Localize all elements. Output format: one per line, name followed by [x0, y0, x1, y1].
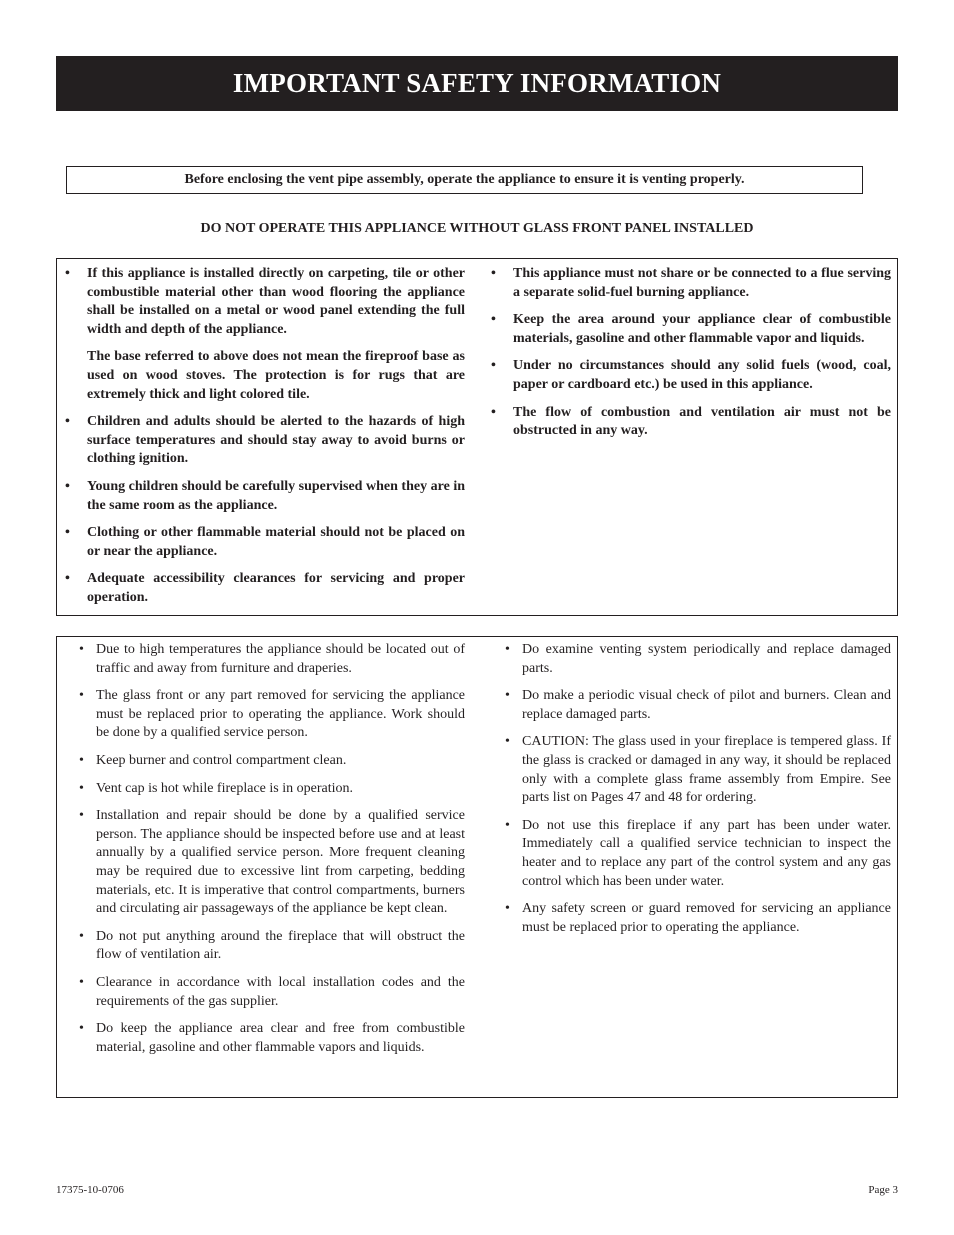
- bold-panel-left-column: [63, 265, 465, 617]
- bullet-icon: •: [505, 734, 510, 750]
- page-title: IMPORTANT SAFETY INFORMATION: [232, 68, 722, 98]
- list-item-text: Keep the area around your appliance clear of combustible materials, gasoline and other flammable vapor and liquids.: [513, 312, 891, 346]
- list-item: [505, 687, 891, 724]
- list-item-text: The glass front or any part removed for servicing the appliance must be replaced prior to operating the appliance. Work should be done by a qualified service person.: [96, 688, 465, 741]
- general-right-list: [505, 641, 891, 937]
- general-safety-panel: [56, 636, 898, 1098]
- general-left-list: [79, 641, 465, 1057]
- bullet-icon: •: [491, 358, 496, 374]
- bullet-icon: •: [79, 928, 84, 944]
- bullet-icon: •: [505, 817, 510, 833]
- list-item-text: Do keep the appliance area clear and free from combustible material, gasoline and other flammable vapors and liquids.: [96, 1021, 465, 1055]
- page-number: Page 3: [868, 1184, 898, 1196]
- list-item: [79, 928, 465, 965]
- bullet-icon: •: [65, 478, 70, 494]
- list-item: [505, 900, 891, 937]
- bullet-icon: •: [65, 571, 70, 587]
- list-item: [63, 570, 465, 607]
- list-item: [489, 311, 891, 348]
- list-item-text: Adequate accessibility clearances for servicing and proper operation.: [87, 571, 465, 605]
- list-item-text: Clearance in accordance with local installation codes and the requirements of the gas supplier.: [96, 974, 465, 1009]
- bullet-icon: •: [505, 642, 510, 657]
- list-item-text: Under no circumstances should any solid fuels (wood, coal, paper or cardboard etc.) be used in this appliance.: [513, 358, 891, 392]
- vent-notice-box: Before enclosing the vent pipe assembly, operate the appliance to ensure it is venting properly.: [66, 166, 863, 194]
- list-item-text: Young children should be carefully supervised when they are in the same room as the appliance.: [87, 478, 465, 513]
- list-item: [505, 817, 891, 891]
- list-item: [505, 641, 891, 678]
- bullet-icon: •: [65, 525, 70, 541]
- bullet-icon: •: [491, 404, 496, 420]
- list-item-text: Do not use this fireplace if any part has been under water. Immediately call a qualified service technician to inspect the heater and to replace any part of the control system and any gas control which has been under water.: [522, 817, 891, 889]
- bullet-icon: •: [79, 1021, 84, 1037]
- list-item: [63, 524, 465, 561]
- general-panel-right-column: [505, 641, 891, 946]
- bullet-icon: •: [79, 642, 84, 657]
- list-item-text: CAUTION: The glass used in your fireplace is tempered glass. If the glass is cracked or damaged in any way, it should be replaced only with a complete glass frame assembly from Empire. See parts list on Pages 47 and 48 for ordering.: [522, 734, 891, 806]
- bold-panel-right-column: [489, 265, 891, 450]
- list-item: [79, 780, 465, 799]
- list-item: [505, 733, 891, 807]
- list-item-text: Due to high temperatures the appliance should be located out of traffic and away from furniture and draperies.: [96, 642, 465, 676]
- list-item: [79, 807, 465, 919]
- bullet-icon: •: [505, 688, 510, 704]
- glass-panel-warning: DO NOT OPERATE THIS APPLIANCE WITHOUT GLASS FRONT PANEL INSTALLED: [200, 221, 754, 236]
- list-item-subtext: The base referred to above does not mean the fireproof base as used on wood stoves. The protection is for rugs that are extremely thick and light colored tile.: [87, 349, 465, 402]
- list-item: [489, 357, 891, 394]
- list-item: [79, 641, 465, 678]
- list-item: [79, 974, 465, 1011]
- list-item-text: This appliance must not share or be connected to a flue serving a separate solid-fuel burning appliance.: [513, 266, 891, 300]
- list-item: [489, 265, 891, 302]
- list-item-text: Do not put anything around the fireplace that will obstruct the flow of ventilation air.: [96, 928, 465, 963]
- list-item: [63, 413, 465, 469]
- bullet-icon: •: [79, 752, 84, 768]
- general-panel-left-column: [79, 641, 465, 1066]
- list-item-text: Keep burner and control compartment clean.: [96, 752, 347, 768]
- list-item-text: Do make a periodic visual check of pilot and burners. Clean and replace damaged parts.: [522, 688, 891, 722]
- bold-left-list: [63, 265, 465, 608]
- list-item-text: Any safety screen or guard removed for servicing an appliance must be replaced prior to operating the appliance.: [522, 901, 891, 935]
- bullet-icon: •: [79, 974, 84, 990]
- bullet-icon: •: [79, 780, 84, 796]
- list-item-text: Installation and repair should be done by a qualified service person. The appliance should be inspected before use and at least annually by a qualified service person. More frequent cleaning may be required due to excessive lint from carpeting, bedding materials, etc. It is imperative that control compartments, burners and circulating air passageways of the appliance be kept clean.: [96, 808, 465, 917]
- bullet-icon: •: [65, 266, 70, 281]
- list-item: [79, 752, 465, 771]
- list-item: [489, 404, 891, 441]
- document-number: 17375-10-0706: [56, 1184, 124, 1196]
- bold-safety-panel: [56, 258, 898, 616]
- bullet-icon: •: [79, 808, 84, 824]
- list-item: [79, 687, 465, 743]
- bullet-icon: •: [79, 688, 84, 704]
- bullet-icon: •: [65, 414, 70, 430]
- list-item-text: Vent cap is hot while fireplace is in operation.: [96, 780, 353, 796]
- list-item: [79, 1020, 465, 1057]
- bullet-icon: •: [505, 901, 510, 917]
- bullet-icon: •: [491, 312, 496, 328]
- list-item-text: If this appliance is installed directly on carpeting, tile or other combustible material other than wood flooring the appliance shall be installed on a metal or wood panel extending the full width and depth of the appliance.: [87, 266, 465, 337]
- list-item-text: Do examine venting system periodically and replace damaged parts.: [522, 642, 891, 676]
- list-item-text: Children and adults should be alerted to the hazards of high surface temperatures and should stay away to avoid burns or clothing ignition.: [87, 414, 465, 467]
- list-item: [63, 478, 465, 515]
- bold-right-list: [489, 265, 891, 441]
- header-bar: [56, 56, 898, 111]
- bullet-icon: •: [491, 266, 496, 281]
- list-item: [63, 265, 465, 404]
- list-item-text: Clothing or other flammable material should not be placed on or near the appliance.: [87, 525, 465, 559]
- list-item-text: The flow of combustion and ventilation air must not be obstructed in any way.: [513, 404, 891, 439]
